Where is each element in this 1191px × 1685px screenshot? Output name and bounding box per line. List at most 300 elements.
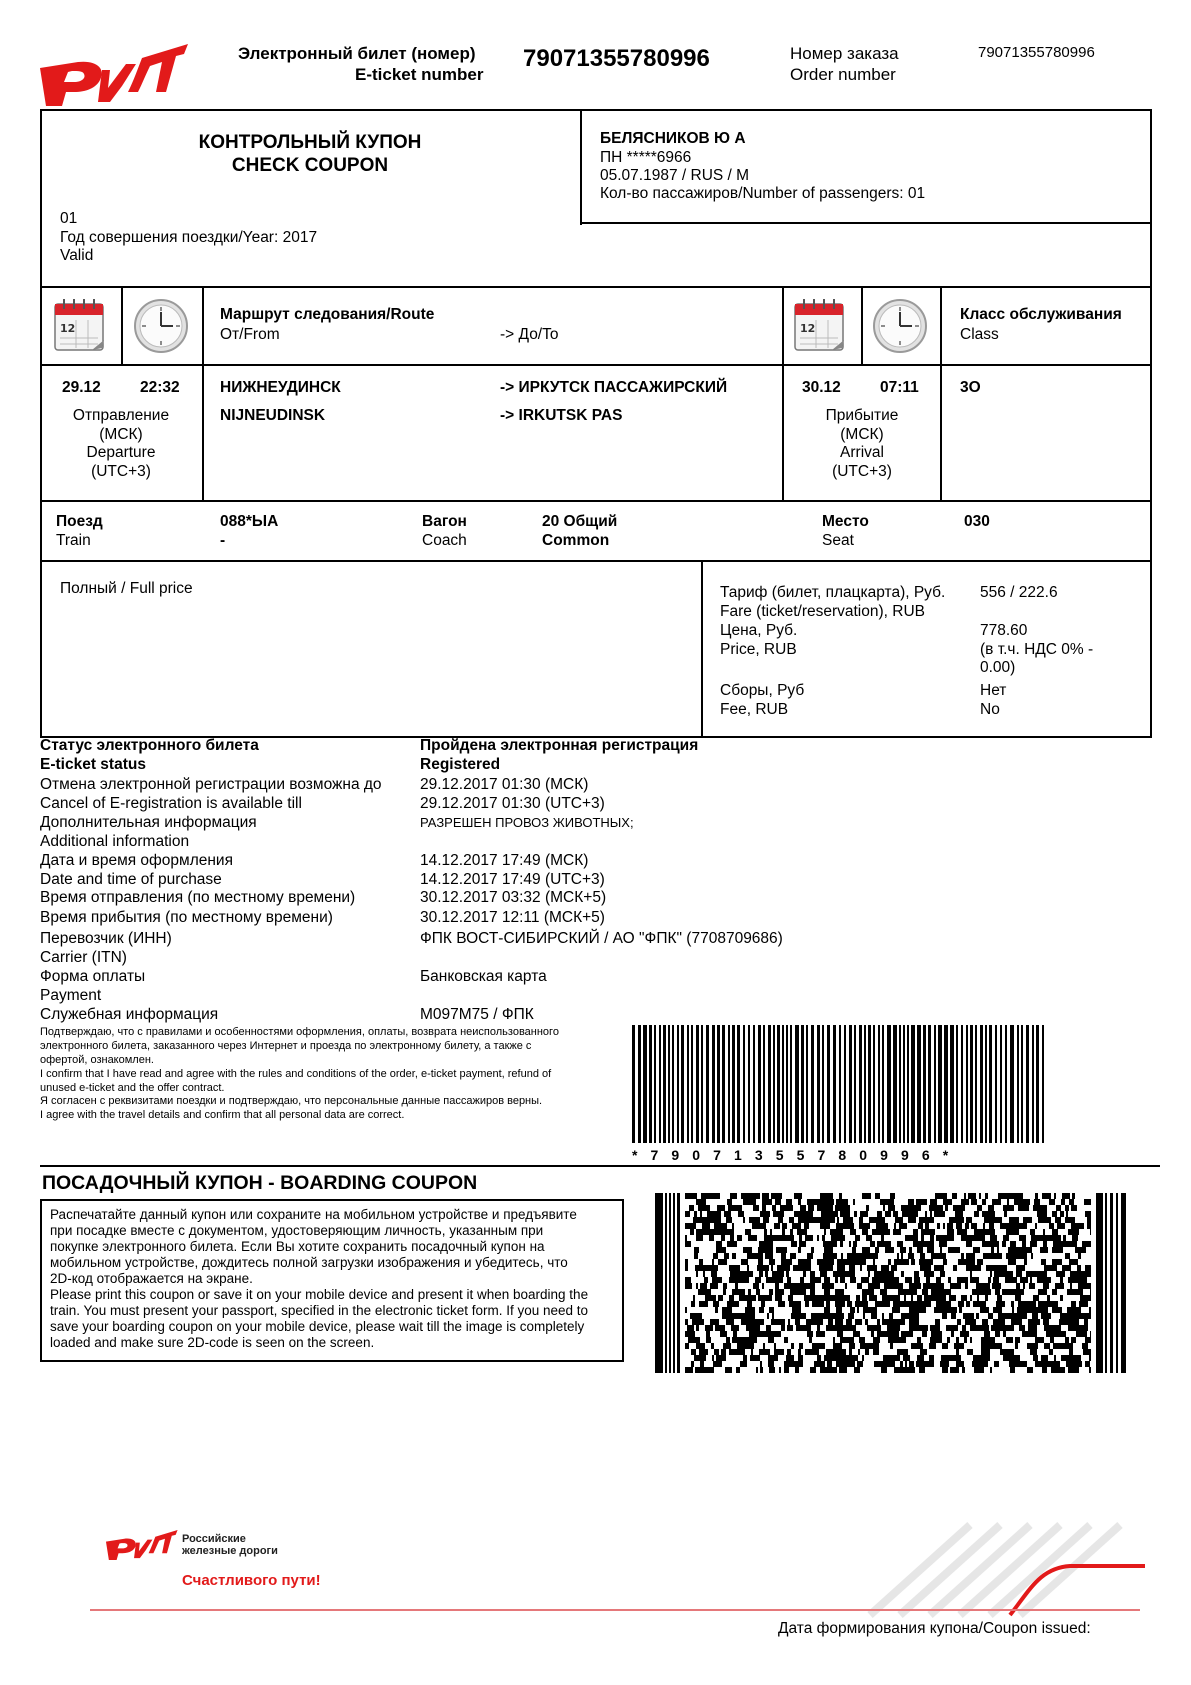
code-module — [738, 1277, 743, 1283]
code-module — [823, 1253, 828, 1259]
code-module — [1002, 1271, 1006, 1277]
code-module — [776, 1331, 781, 1337]
code-module — [958, 1301, 964, 1307]
code-module — [1110, 1193, 1113, 1373]
price-label-en: Price, RUB — [720, 641, 797, 658]
code-module — [970, 1271, 972, 1277]
code-module — [716, 1247, 721, 1253]
code-module — [801, 1229, 807, 1235]
barcode-bar — [839, 1025, 841, 1143]
code-module — [704, 1301, 708, 1307]
code-module — [947, 1229, 950, 1235]
code-module — [995, 1325, 1001, 1331]
code-module — [841, 1301, 845, 1307]
code-module — [732, 1277, 738, 1283]
code-module — [1028, 1325, 1032, 1331]
code-module — [917, 1295, 922, 1301]
code-module — [855, 1235, 860, 1241]
code-module — [845, 1295, 848, 1301]
code-module — [1051, 1235, 1053, 1241]
code-module — [1055, 1217, 1061, 1223]
code-module — [822, 1271, 827, 1277]
code-module — [688, 1337, 692, 1343]
code-module — [853, 1253, 855, 1259]
code-module — [916, 1283, 918, 1289]
code-module — [1062, 1265, 1067, 1271]
code-module — [725, 1367, 730, 1373]
code-module — [880, 1217, 885, 1223]
code-module — [693, 1223, 696, 1229]
code-module — [822, 1367, 828, 1373]
code-module — [966, 1217, 972, 1223]
code-module — [1043, 1229, 1045, 1235]
code-module — [770, 1247, 773, 1253]
code-module — [917, 1343, 923, 1349]
code-module — [913, 1367, 915, 1373]
code-module — [771, 1193, 776, 1199]
code-module — [712, 1319, 715, 1325]
code-module — [920, 1325, 923, 1331]
code-module — [798, 1199, 801, 1205]
code-module — [1037, 1277, 1039, 1283]
code-module — [1046, 1277, 1048, 1283]
arr-local-label: Время прибытия (по местному времени) — [40, 909, 333, 926]
code-module — [913, 1289, 917, 1295]
code-module — [866, 1223, 870, 1229]
code-module — [956, 1367, 959, 1373]
code-module — [826, 1259, 829, 1265]
code-module — [1071, 1289, 1077, 1295]
code-module — [1089, 1367, 1091, 1373]
code-module — [983, 1307, 989, 1313]
fee-value-en: No — [980, 701, 1000, 718]
code-module — [926, 1217, 931, 1223]
code-module — [734, 1265, 737, 1271]
code-module — [826, 1349, 832, 1355]
code-module — [1006, 1313, 1008, 1319]
code-module — [848, 1313, 854, 1319]
code-module — [713, 1295, 716, 1301]
code-module — [1017, 1319, 1022, 1325]
code-module — [792, 1223, 796, 1229]
code-module — [745, 1307, 751, 1313]
code-module — [956, 1337, 959, 1343]
code-module — [1059, 1307, 1062, 1313]
code-module — [992, 1199, 998, 1205]
code-module — [982, 1241, 988, 1247]
code-module — [805, 1301, 809, 1307]
code-module — [762, 1193, 766, 1199]
order-label-ru: Номер заказа — [790, 44, 899, 63]
code-module — [801, 1361, 803, 1367]
code-module — [930, 1295, 935, 1301]
code-module — [694, 1355, 700, 1361]
code-module — [994, 1265, 998, 1271]
code-module — [828, 1355, 832, 1361]
code-module — [896, 1319, 902, 1325]
code-module — [719, 1211, 721, 1217]
arrival-label-2: (МСК) — [840, 426, 884, 443]
code-module — [1068, 1217, 1070, 1223]
code-module — [1061, 1241, 1063, 1247]
code-module — [826, 1223, 830, 1229]
code-module — [790, 1229, 793, 1235]
code-module — [718, 1295, 723, 1301]
code-module — [799, 1211, 804, 1217]
code-module — [760, 1211, 765, 1217]
barcode-bar — [632, 1025, 635, 1143]
purchase-label-ru: Дата и время оформления — [40, 852, 233, 869]
code-module — [745, 1313, 747, 1319]
code-module — [700, 1265, 705, 1271]
code-module — [852, 1307, 855, 1313]
departure-label-1: Отправление — [72, 407, 170, 424]
code-module — [1048, 1277, 1051, 1283]
code-module — [974, 1367, 977, 1373]
arrival-calendar-icon — [792, 296, 848, 354]
code-module — [1001, 1193, 1005, 1199]
code-module — [953, 1205, 958, 1211]
code-module — [1002, 1265, 1005, 1271]
code-module — [806, 1217, 810, 1223]
code-module — [1021, 1193, 1023, 1199]
code-module — [796, 1223, 801, 1229]
code-module — [756, 1331, 758, 1337]
code-module — [841, 1325, 847, 1331]
code-module — [685, 1307, 687, 1313]
code-module — [907, 1211, 912, 1217]
code-module — [993, 1307, 996, 1313]
code-module — [832, 1349, 838, 1355]
service-info-value: М097М75 / ФПК — [420, 1006, 534, 1023]
code-module — [1049, 1349, 1053, 1355]
coupon-title-ru: КОНТРОЛЬНЫЙ КУПОН — [198, 132, 422, 153]
code-module — [872, 1253, 878, 1259]
barcode-bar — [944, 1025, 948, 1143]
code-module — [817, 1355, 821, 1361]
code-module — [1009, 1253, 1013, 1259]
code-module — [997, 1295, 1002, 1301]
fee-label-ru: Сборы, Руб — [720, 682, 805, 699]
cancel-label-en: Cancel of E-registration is available till — [40, 795, 302, 812]
boarding-text-line: мобильном устройстве, дождитесь полной загрузки изображения и убедитесь, что — [50, 1255, 568, 1270]
code-module — [772, 1271, 778, 1277]
code-module — [1046, 1265, 1051, 1271]
code-module — [918, 1283, 921, 1289]
code-module — [958, 1205, 961, 1211]
code-module — [1065, 1337, 1069, 1343]
code-module — [762, 1283, 764, 1289]
code-module — [1083, 1349, 1088, 1355]
code-module — [757, 1253, 763, 1259]
code-module — [884, 1229, 890, 1235]
code-module — [1059, 1241, 1061, 1247]
code-module — [817, 1259, 822, 1265]
code-module — [859, 1319, 862, 1325]
code-module — [892, 1283, 895, 1289]
code-module — [1036, 1343, 1038, 1349]
code-module — [885, 1211, 891, 1217]
code-module — [1080, 1223, 1084, 1229]
code-module — [924, 1271, 930, 1277]
code-module — [1035, 1361, 1039, 1367]
departure-label-4: (UTC+3) — [91, 463, 151, 480]
code-module — [758, 1319, 764, 1325]
code-module — [719, 1361, 722, 1367]
code-module — [807, 1331, 809, 1337]
code-module — [981, 1325, 987, 1331]
code-module — [1070, 1217, 1075, 1223]
code-module — [1044, 1343, 1050, 1349]
code-module — [717, 1205, 721, 1211]
code-module — [769, 1235, 775, 1241]
code-module — [965, 1283, 968, 1289]
barcode-bar — [882, 1025, 884, 1143]
code-module — [887, 1247, 889, 1253]
code-module — [926, 1361, 930, 1367]
code-module — [807, 1259, 811, 1265]
code-module — [817, 1235, 819, 1241]
code-module — [1022, 1253, 1027, 1259]
code-module — [1041, 1271, 1047, 1277]
code-module — [715, 1319, 719, 1325]
code-module — [1090, 1289, 1091, 1295]
code-module — [953, 1217, 958, 1223]
code-module — [964, 1235, 969, 1241]
code-module — [1077, 1265, 1079, 1271]
code-module — [996, 1307, 999, 1313]
code-module — [713, 1253, 718, 1259]
code-module — [936, 1235, 939, 1241]
code-module — [940, 1271, 945, 1277]
code-module — [762, 1205, 766, 1211]
code-module — [866, 1307, 872, 1313]
code-module — [821, 1199, 824, 1205]
code-module — [1079, 1247, 1081, 1253]
code-module — [860, 1265, 862, 1271]
code-module — [1078, 1361, 1082, 1367]
code-module — [900, 1361, 903, 1367]
code-module — [1071, 1301, 1076, 1307]
code-module — [751, 1253, 754, 1259]
code-module — [901, 1205, 906, 1211]
code-module — [1038, 1205, 1042, 1211]
code-module — [699, 1301, 704, 1307]
code-module — [1035, 1331, 1037, 1337]
code-module — [779, 1277, 783, 1283]
code-module — [812, 1301, 814, 1307]
code-module — [737, 1235, 742, 1241]
code-module — [750, 1343, 754, 1349]
code-module — [905, 1361, 907, 1367]
code-module — [940, 1295, 946, 1301]
code-module — [701, 1193, 705, 1199]
code-module — [925, 1211, 927, 1217]
code-module — [704, 1277, 708, 1283]
code-module — [930, 1337, 932, 1343]
code-module — [746, 1319, 750, 1325]
code-module — [966, 1241, 972, 1247]
code-module — [862, 1289, 865, 1295]
code-module — [751, 1307, 753, 1313]
code-module — [1078, 1313, 1083, 1319]
code-module — [903, 1289, 905, 1295]
code-module — [857, 1301, 859, 1307]
code-module — [859, 1223, 864, 1229]
code-module — [820, 1343, 825, 1349]
code-module — [989, 1265, 994, 1271]
code-module — [888, 1319, 891, 1325]
vat-line-2: 0.00) — [980, 659, 1016, 676]
code-module — [1065, 1241, 1067, 1247]
code-module — [715, 1301, 719, 1307]
code-module — [912, 1325, 918, 1331]
payment-label-ru: Форма оплаты — [40, 968, 146, 985]
code-module — [1045, 1193, 1051, 1199]
code-module — [965, 1199, 969, 1205]
code-module — [969, 1313, 974, 1319]
code-module — [1005, 1325, 1011, 1331]
code-module — [1046, 1217, 1051, 1223]
code-module — [790, 1283, 793, 1289]
code-module — [1028, 1307, 1030, 1313]
code-module — [1121, 1193, 1126, 1373]
code-module — [1041, 1361, 1043, 1367]
code-module — [949, 1235, 954, 1241]
code-module — [901, 1313, 907, 1319]
code-module — [1080, 1331, 1082, 1337]
code-module — [756, 1289, 760, 1295]
code-module — [1019, 1199, 1025, 1205]
code-module — [887, 1325, 893, 1331]
code-module — [910, 1301, 915, 1307]
code-module — [1037, 1235, 1042, 1241]
code-module — [939, 1265, 944, 1271]
code-module — [956, 1361, 961, 1367]
code-module — [774, 1343, 776, 1349]
code-module — [1030, 1301, 1036, 1307]
barcode-bar — [873, 1025, 875, 1143]
code-module — [1035, 1337, 1039, 1343]
code-module — [944, 1235, 949, 1241]
code-module — [1068, 1325, 1072, 1331]
purchase-value-1: 14.12.2017 17:49 (МСК) — [420, 852, 589, 869]
code-module — [810, 1295, 816, 1301]
code-module — [730, 1235, 734, 1241]
code-module — [836, 1361, 840, 1367]
code-module — [935, 1199, 937, 1205]
barcode-bar — [722, 1025, 725, 1143]
code-module — [836, 1199, 842, 1205]
code-module — [851, 1337, 854, 1343]
code-module — [689, 1325, 694, 1331]
barcode-bar — [917, 1025, 921, 1143]
code-module — [1019, 1235, 1023, 1241]
code-module — [1011, 1301, 1014, 1307]
code-module — [972, 1253, 975, 1259]
code-module — [943, 1259, 947, 1265]
code-module — [740, 1361, 743, 1367]
code-module — [950, 1367, 956, 1373]
code-module — [960, 1229, 965, 1235]
code-module — [865, 1319, 868, 1325]
code-module — [1071, 1259, 1075, 1265]
disclaimer-line: Подтверждаю, что с правилами и особенностями оформления, оплаты, возврата неиспользованного — [40, 1026, 559, 1038]
code-module — [849, 1265, 855, 1271]
code-module — [981, 1337, 986, 1343]
code-module — [777, 1319, 779, 1325]
code-module — [1003, 1235, 1009, 1241]
code-module — [1085, 1301, 1088, 1307]
code-module — [764, 1235, 766, 1241]
code-module — [1079, 1265, 1081, 1271]
code-module — [797, 1301, 801, 1307]
code-module — [949, 1199, 952, 1205]
code-module — [753, 1199, 756, 1205]
code-module — [950, 1229, 954, 1235]
code-module — [784, 1367, 789, 1373]
code-module — [911, 1259, 915, 1265]
train-number-2: - — [220, 532, 226, 549]
code-module — [699, 1259, 701, 1265]
code-module — [918, 1361, 922, 1367]
code-module — [827, 1241, 832, 1247]
code-module — [780, 1295, 782, 1301]
code-module — [1025, 1199, 1030, 1205]
code-module — [981, 1367, 984, 1373]
code-module — [742, 1343, 745, 1349]
code-module — [799, 1241, 804, 1247]
footer-brand-1: Российские — [182, 1533, 246, 1545]
code-module — [694, 1211, 697, 1217]
code-module — [763, 1217, 765, 1223]
code-module — [932, 1337, 936, 1343]
code-module — [1087, 1217, 1091, 1223]
code-module — [1042, 1307, 1046, 1313]
code-module — [700, 1199, 702, 1205]
code-module — [835, 1325, 841, 1331]
code-module — [999, 1253, 1002, 1259]
code-module — [764, 1229, 767, 1235]
code-module — [751, 1349, 753, 1355]
code-module — [1076, 1271, 1078, 1277]
code-module — [748, 1235, 751, 1241]
code-module — [846, 1211, 850, 1217]
code-module — [1065, 1205, 1069, 1211]
code-module — [850, 1229, 853, 1235]
code-module — [870, 1325, 875, 1331]
arrival-date: 30.12 — [802, 379, 841, 396]
code-module — [1082, 1331, 1087, 1337]
code-module — [823, 1241, 827, 1247]
barcode-bar — [950, 1025, 954, 1143]
code-module — [921, 1301, 927, 1307]
code-module — [775, 1235, 780, 1241]
code-module — [837, 1331, 843, 1337]
arrival-clock-icon — [872, 298, 928, 354]
barcode-bar — [806, 1025, 808, 1143]
barcode-bar — [763, 1025, 765, 1143]
code-module — [1020, 1277, 1024, 1283]
code-module — [992, 1229, 995, 1235]
code-module — [1046, 1331, 1051, 1337]
code-module — [1056, 1205, 1061, 1211]
code-module — [673, 1193, 675, 1373]
code-module — [956, 1223, 962, 1229]
code-module — [708, 1325, 713, 1331]
code-module — [977, 1325, 981, 1331]
barcode-bar — [1000, 1025, 1002, 1143]
